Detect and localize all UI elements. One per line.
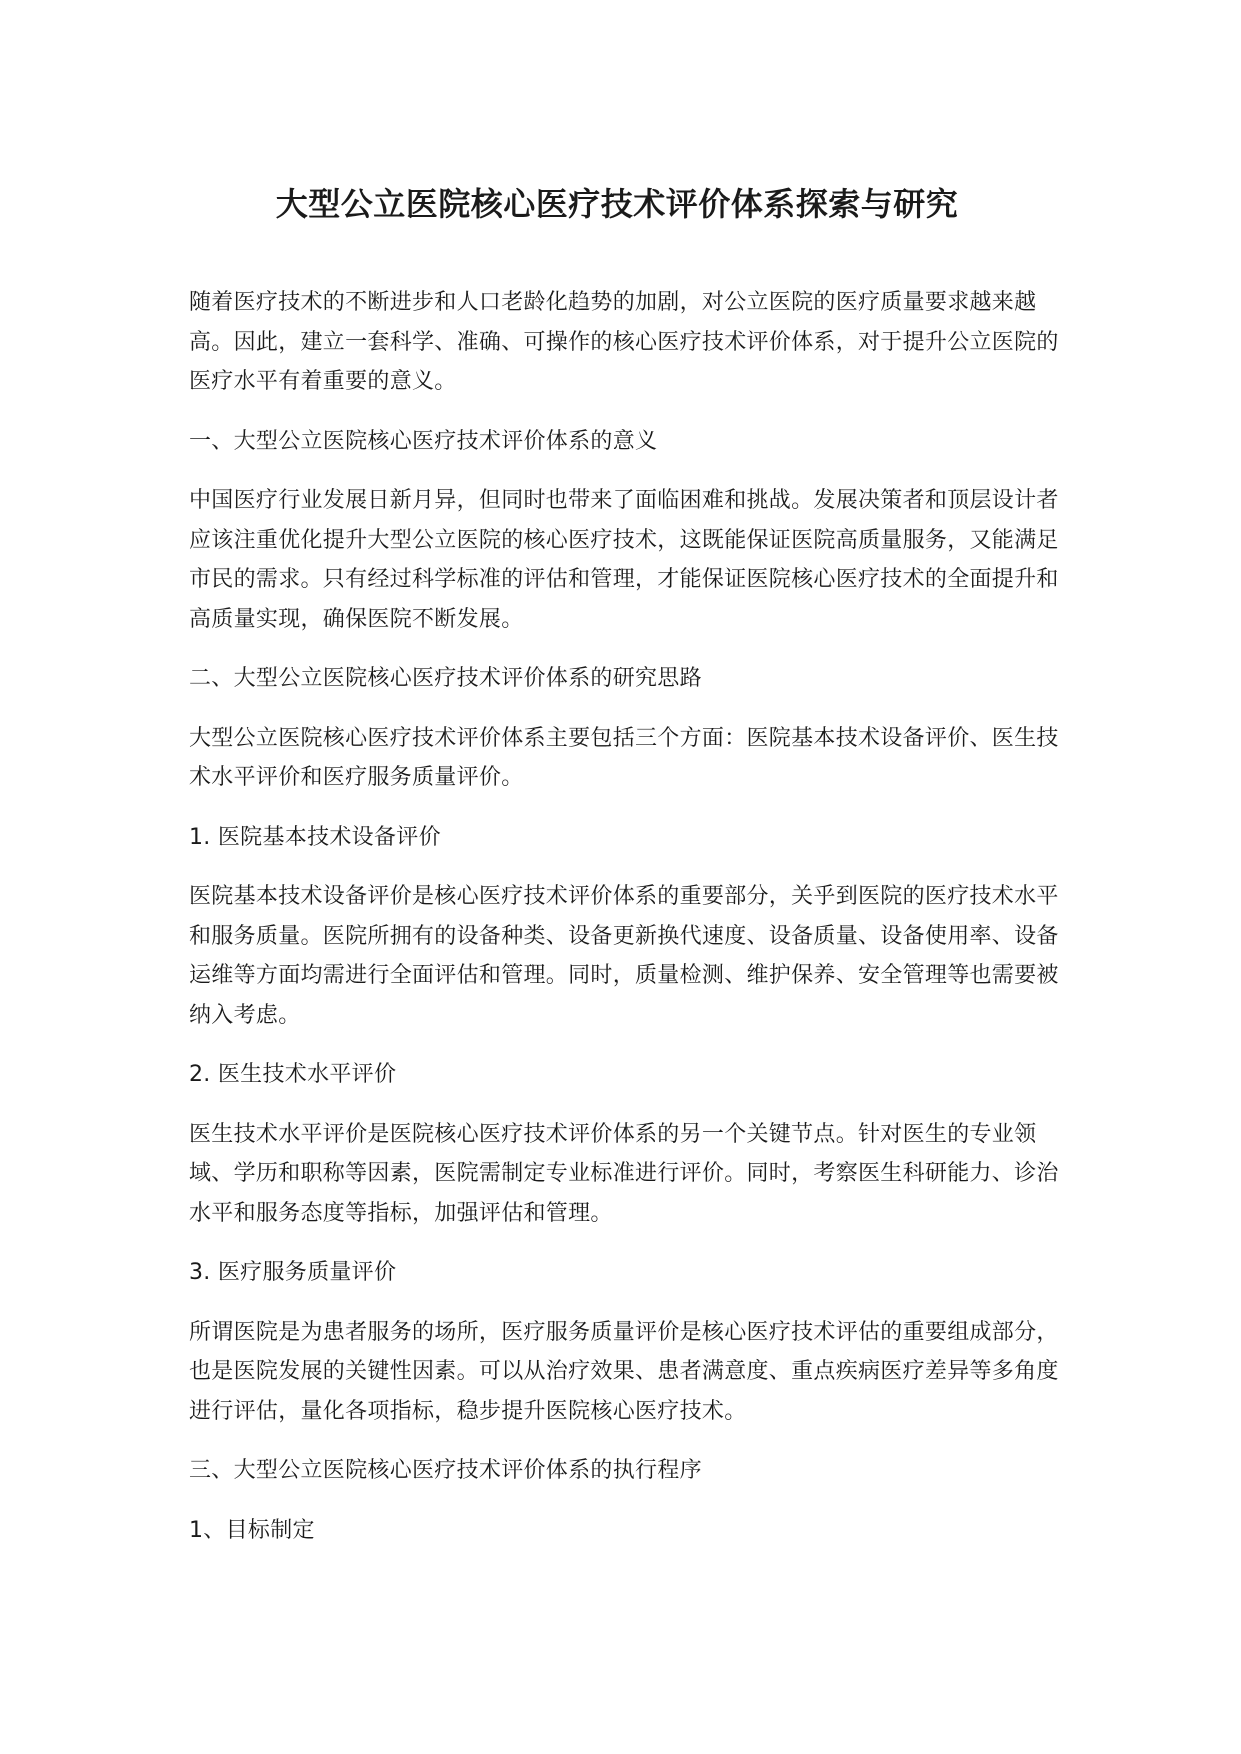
paragraph-significance: 中国医疗行业发展日新月异，但同时也带来了面临困难和挑战。发展决策者和顶层设计者应该注重优化提升大型公立医院的核心医疗技术，这既能保证医院高质量服务，又能满足市民的需求。只有经过科学标准的评估和管理，才能保证医院核心医疗技术的全面提升和高质量实现，确保医院不断发展。 xyxy=(189,488,1059,632)
subsection-heading-goal: 1、目标制定 xyxy=(189,1517,315,1543)
subsection-heading-service: 3. 医疗服务质量评价 xyxy=(189,1260,397,1285)
document-title: 大型公立医院核心医疗技术评价体系探索与研究 xyxy=(275,185,959,223)
paragraph-doctor: 医生技术水平评价是医院核心医疗技术评价体系的另一个关键节点。针对医生的专业领域、学历和职称等因素，医院需制定专业标准进行评价。同时，考察医生科研能力、诊治水平和服务态度等指标，加强评估和管理。 xyxy=(189,1121,1059,1226)
section-heading-2: 二、大型公立医院核心医疗技术评价体系的研究思路 xyxy=(189,666,702,691)
document-body xyxy=(189,283,1061,1550)
section-heading-3: 三、大型公立医院核心医疗技术评价体系的执行程序 xyxy=(189,1458,702,1483)
paragraph-service: 所谓医院是为患者服务的场所，医疗服务质量评价是核心医疗技术评估的重要组成部分，也是医院发展的关键性因素。可以从治疗效果、患者满意度、重点疾病医疗差异等多角度进行评估，量化各项指标，稳步提升医院核心医疗技术。 xyxy=(189,1319,1059,1424)
paragraph-intro: 随着医疗技术的不断进步和人口老龄化趋势的加剧，对公立医院的医疗质量要求越来越高。因此，建立一套科学、准确、可操作的核心医疗技术评价体系，对于提升公立医院的医疗水平有着重要的意义。 xyxy=(189,290,1059,394)
paragraph-equipment: 医院基本技术设备评价是核心医疗技术评价体系的重要部分，关乎到医院的医疗技术水平和服务质量。医院所拥有的设备种类、设备更新换代速度、设备质量、设备使用率、设备运维等方面均需进行全面评估和管理。同时，质量检测、维护保养、安全管理等也需要被纳入考虑。 xyxy=(189,884,1059,1028)
paragraph-research-approach: 大型公立医院核心医疗技术评价体系主要包括三个方面：医院基本技术设备评价、医生技术水平评价和医疗服务质量评价。 xyxy=(189,725,1059,790)
section-heading-1: 一、大型公立医院核心医疗技术评价体系的意义 xyxy=(189,428,658,454)
subsection-heading-equipment: 1. 医院基本技术设备评价 xyxy=(189,824,441,850)
subsection-heading-doctor: 2. 医生技术水平评价 xyxy=(189,1062,397,1087)
